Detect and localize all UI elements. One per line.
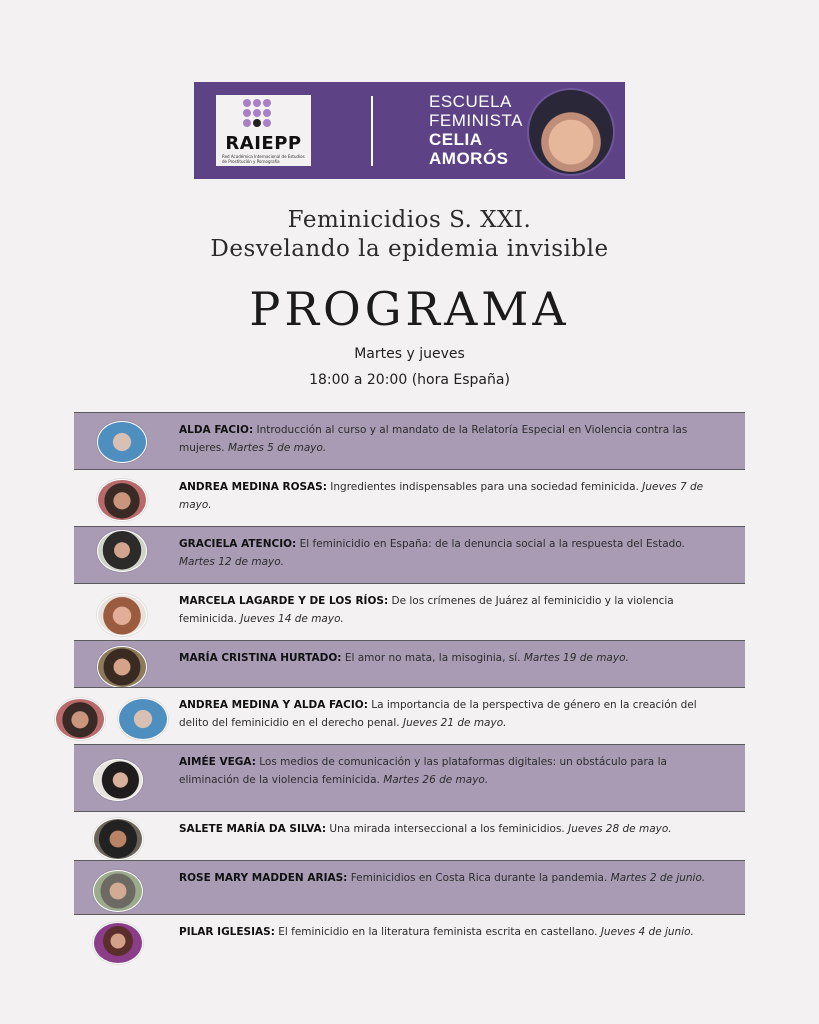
- course-title-line2: Desvelando la epidemia invisible: [210, 236, 609, 262]
- speaker-avatar: [93, 922, 143, 964]
- speaker-avatar: [118, 698, 168, 740]
- course-title-line1: Feminicidios S. XXI.: [287, 207, 532, 233]
- session-row: [74, 640, 745, 688]
- logo-name: RAIEPP: [225, 133, 302, 154]
- programa-heading: PROGRAMA: [249, 282, 570, 336]
- session-row: [74, 860, 745, 915]
- speaker-avatar: [93, 818, 143, 860]
- session-row: [74, 687, 745, 745]
- schedule-hours: 18:00 a 20:00 (hora España): [309, 372, 510, 388]
- speaker-avatar: [97, 646, 147, 688]
- session-text: PILAR IGLESIAS: El feminicidio en la literatura feminista escrita en castellano. Jueves 4 de junio.: [179, 926, 694, 938]
- session-row: [74, 914, 745, 969]
- speaker-avatar: [93, 759, 143, 801]
- speaker-avatar: [97, 479, 147, 521]
- session-text: ALDA FACIO: Introducción al curso y al mandato de la Relatoría Especial en Violencia contra las mujeres. Martes 5 de mayo.: [179, 424, 688, 454]
- session-text: MARCELA LAGARDE Y DE LOS RÍOS: De los crímenes de Juárez al feminicidio y la violencia feminicida. Jueves 14 de mayo.: [179, 595, 674, 625]
- session-row: [74, 811, 745, 861]
- celia-amoros-portrait: [527, 88, 615, 176]
- header-banner: [194, 82, 625, 179]
- session-row: [74, 583, 745, 641]
- speaker-avatar: [55, 698, 105, 740]
- session-text: MARÍA CRISTINA HURTADO: El amor no mata, la misoginia, sí. Martes 19 de mayo.: [179, 652, 629, 664]
- session-row: [74, 744, 745, 812]
- raiepp-logo: [216, 95, 311, 166]
- session-row: [74, 469, 745, 527]
- session-text: AIMÉE VEGA: Los medios de comunicación y las plataformas digitales: un obstáculo para la eliminación de la violencia feminicida. Martes 26 de mayo.: [179, 756, 667, 786]
- session-text: ROSE MARY MADDEN ARIAS: Feminicidios en Costa Rica durante la pandemia. Martes 2 de junio.: [179, 872, 706, 884]
- banner-divider: [371, 96, 373, 166]
- logo-subtitle: Red Académica Internacional de Estudios de Prostitución y Pornografía: [222, 154, 305, 164]
- session-row: [74, 412, 745, 470]
- school-name: ESCUELA FEMINISTA CELIA AMORÓS: [429, 92, 523, 168]
- session-text: ANDREA MEDINA ROSAS: Ingredientes indispensables para una sociedad feminicida. Jueves 7 de mayo.: [179, 481, 704, 511]
- session-text: GRACIELA ATENCIO: El feminicidio en España: de la denuncia social a la respuesta del Estado. Martes 12 de mayo.: [179, 538, 685, 568]
- session-row: [74, 526, 745, 584]
- session-text: SALETE MARÍA DA SILVA: Una mirada interseccional a los feminicidios. Jueves 28 de mayo.: [179, 823, 672, 835]
- speaker-avatar: [97, 530, 147, 572]
- schedule-days: Martes y jueves: [354, 346, 465, 362]
- speaker-avatar: [97, 421, 147, 463]
- logo-dots-icon: [243, 99, 279, 135]
- speaker-avatar: [97, 594, 147, 636]
- session-text: ANDREA MEDINA Y ALDA FACIO: La importancia de la perspectiva de género en la creación del delito del feminicidio en el derecho penal. Jueves 21 de mayo.: [179, 699, 697, 729]
- speaker-avatar: [93, 870, 143, 912]
